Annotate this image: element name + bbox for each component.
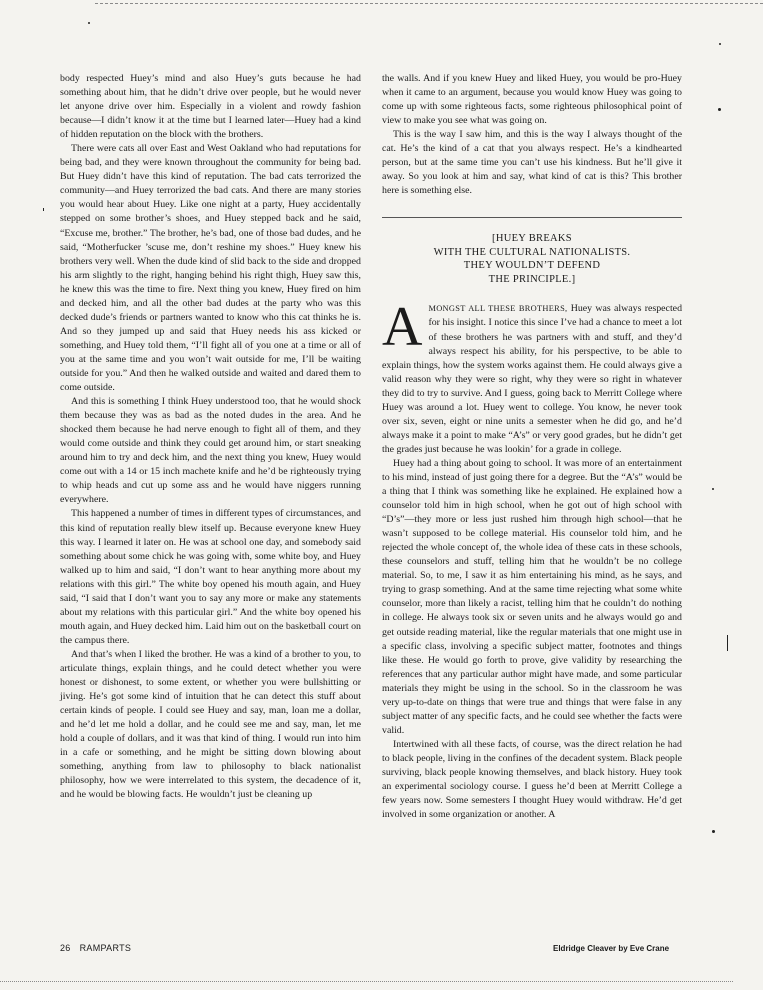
article-credit: Eldridge Cleaver by Eve Crane [553, 944, 670, 953]
publication-name: RAMPARTS [79, 943, 132, 953]
section-heading-line: THE PRINCIPLE.] [488, 273, 576, 285]
scan-speck [719, 43, 721, 45]
drop-cap-letter: A [382, 296, 423, 359]
scan-speck [712, 830, 715, 833]
scan-speck [43, 208, 44, 211]
left-text-column [60, 72, 361, 802]
section-heading-line: WITH THE CULTURAL NATIONALISTS. [433, 246, 631, 258]
top-border-rule [95, 3, 763, 4]
body-paragraph: This is the way I saw him, and this is the way I always thought of the cat. He’s the kind of a cat that you always respect. He’s a kindhearted person, but at the same time you can’t use his kindness. But he’ll give it away. So you look at him and say, what kind of cat is this? This brother here is something else. [382, 129, 682, 197]
body-paragraph: body respected Huey’s mind and also Huey’s guts because he had something about him, that he didn’t drive over people, but he would never let anyone drive over him. Especially in a violent and rowdy fashion because—I didn’t know it at the time but I learned later—Huey had a kind of hidden reputation on the block with the brothers. [60, 73, 361, 141]
page-footer-left [60, 943, 131, 953]
lead-in-small-caps: MONGST ALL THESE BROTHERS, [428, 304, 568, 314]
scan-speck [718, 108, 721, 111]
section-heading [382, 232, 682, 286]
scan-speck [712, 488, 714, 490]
body-paragraph: This happened a number of times in different types of circumstances, and this kind of reputation really blew itself up. Because everyone knew Huey this way. I learned it later on. He was at school one day, and somebody said something about some chick he was going with, some white boy, and Huey walked up to him and said, “I don’t want to hear anything more about my relations with this girl.” The white boy opened his mouth again, and Huey said, “I said that I don’t want you to say any more or make any statements about my relations with this particular girl.” And the white boy opened his mouth again, and Huey decked him. Laid him out on the basketball court on the campus there. [60, 508, 361, 646]
body-paragraph: And that’s when I liked the brother. He was a kind of a brother to you, to articulate things, explain things, and he could detect whether you were honest or dishonest, to some extent, or whether you were bullshitting or jiving. He’s got some kind of intuition that he can detect this stuff about certain kinds of people. I could see Huey and say, man, loan me a dollar, and he’d let me hold a dollar, and he could see me and say, man, let me hold a couple of dollars, and it was that kind of thing. I would run into him in a cafe or something, and he might be sitting down blowing about something, anything from law to philosophy to black nationalist philosophy, how we were interrelated to this system, the decadence of it, and he would be blowing facts. He wouldn’t just be cleaning up [60, 648, 361, 801]
body-paragraph: There were cats all over East and West Oakland who had reputations for being bad, and they were known throughout the community for being bad. But Huey didn’t have this kind of reputation. The bad cats terrorized the community—and Huey terrorized the bad cats. And there are many stories you would hear about Huey. Like one night at a party, Huey accidentally stepped on some brother’s shoes, and Huey stepped back and he said, “Excuse me, brother.” The brother, he’s bad, one of those bad dudes, and he said, “Motherfucker ’scuse me, don’t reshine my shoes.” Huey knew his brothers very well. When the dude kind of slid back to the side and dropped his arm slightly to the right, hanging behind his right thigh, Huey saw this, he knew this was the time to fire. Next thing you knew, Huey fired on him and decked him, and all the other bad dudes at the party who was this decked dude’s friends or partners wanted to know who this cat thinks he is. And so they jumped up and said that Huey needs his ass kicked or something, and Huey told them, “I’ll fight all of you one at a time or all of you at the same time and you won’t wait outside for me, I’ll be waiting outside for you.” And then he walked outside and waited and dared them to come outside. [60, 143, 361, 394]
body-paragraph: Huey had a thing about going to school. It was more of an entertainment to his mind, instead of just going there for a degree. But the “A’s” would be a thing that I think was something like he explained. He explained how a counselor told him in high school, when he got out of high school with “D’s”—they more or less just rushed him through high school—that he wasn’t supposed to be college material. His counselor told him, and he rejected the whole concept of, the whole idea of these cats in these schools, these counselors and stuff, telling him that he wouldn’t be no college material. So, to me, I saw it as him entertaining his mind, as he says, and trying to grasp something. And at the same time rejecting what some white counselor, more than likely a racist, telling him that he couldn’t do nothing in college. He always took six or seven units and he always would go and get outside reading material, like the regular materials that one might use in a specific class, involving a specific subject matter, footnotes and things like these. He would go forth to prove, give validity by researching the references that any particular author might have made, and some particular materials they might be using in the school. So in the classroom he was very up-to-date on things that were true and things that were false in any subject matter of any specific facts, and he could see whether the facts were valid. [382, 457, 682, 736]
body-paragraph: Intertwined with all these facts, of course, was the direct relation he had to black people, living in the confines of the decadent system. Black people surviving, black people knowing themselves, and black history. Huey took an experimental sociology course. I guess he’d been at Merritt College a few years now. Some semesters I thought Huey would withdraw. He’d get involved in some organization or another. A [382, 738, 682, 821]
page-number: 26 [60, 943, 71, 953]
lead-paragraph [382, 296, 683, 457]
section-heading-line: THEY WOULDN’T DEFEND [463, 260, 601, 272]
section-heading-line: [HUEY BREAKS [492, 233, 572, 245]
body-paragraph: the walls. And if you knew Huey and liked Huey, you would be pro-Huey when it came to an argument, because you would know Huey was going to come up with some righteous facts, some righteous philosophical point of view to make you see what was going on. [382, 73, 682, 127]
right-text-column [382, 72, 682, 822]
scan-speck [727, 635, 728, 651]
body-paragraph: And this is something I think Huey understood too, that he would shock them because they was as bad as the noted dudes in the area. And he shocked them because he had nerve enough to fight all of them, and they would come outside and think they could get around him, or start sneaking around him to try and deck him, and the next thing you knew, Huey would come out with a 14 or 15 inch machete knife and he’d be righteously trying to whip heads and cut up some ass and he would have niggers running everywhere. [60, 396, 361, 506]
section-divider-rule [382, 217, 682, 218]
scan-speck [88, 22, 90, 24]
bottom-border-rule [0, 981, 733, 982]
lead-paragraph-text: Huey was always respected for his insight. I notice this since I’ve had a chance to meet a lot of these brothers he was partners with and stuff, and they’d always respect his ability, for his perspective, to be able to explain things, how the system works against them. He could always give a valid reason why they were so right, why they were so right in whatever they did to try to survive. And I guess, going back to Merritt College where Huey was around a lot. Huey went to college. You know, he never took over six, seven, eight or nine units a semester when he did go, and he’d always make it a point to make “A’s” or very good grades, but he didn’t get the grades just because he was lookin’ for a grade in college. [382, 303, 683, 455]
